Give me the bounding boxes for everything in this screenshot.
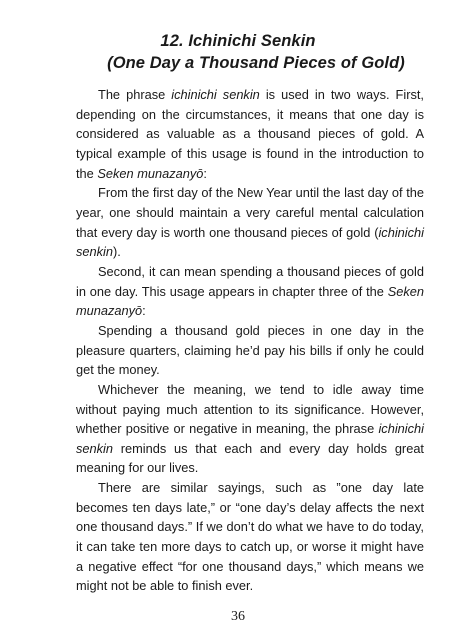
chapter-subtitle: (One Day a Thousand Pieces of Gold) bbox=[107, 54, 405, 72]
term-ichinichi-senkin: ichinichi senkin bbox=[76, 224, 424, 260]
paragraph-1-text-c: : bbox=[203, 165, 207, 181]
book-title-seken-munazanyo: Seken munazanyō bbox=[97, 165, 204, 181]
paragraph-2 bbox=[76, 262, 424, 321]
paragraph-3 bbox=[76, 380, 424, 478]
quote-1 bbox=[76, 183, 424, 262]
term-ichinichi-senkin: ichinichi senkin bbox=[171, 87, 260, 102]
term-ichinichi-senkin: ichinichi senkin bbox=[76, 421, 424, 456]
paragraph-3-text-b: reminds us that each and every day holds great meaning for our lives. bbox=[76, 440, 424, 476]
book-title-seken-munazanyo: Seken munazanyō bbox=[76, 283, 424, 319]
paragraph-2-text-b: : bbox=[142, 303, 146, 319]
paragraph-1-text-b: is used in two ways. First, depending on the circumstances, it means that one day is considered as valuable as a thousand pieces of gold. A typical example of this usage is found in the introduction to the bbox=[76, 87, 424, 181]
quote-1-text-b: ). bbox=[113, 244, 121, 260]
page-number: 36 bbox=[231, 609, 245, 624]
quote-2: Spending a thousand gold pieces in one day in the pleasure quarters, claiming he’d pay his bills if only he could get the money. bbox=[76, 322, 424, 378]
paragraph-1 bbox=[76, 85, 424, 183]
quote-1-text-a: From the first day of the New Year until the last day of the year, one should maintain a very careful mental calculation that every day is worth one thousand pieces of gold ( bbox=[76, 185, 424, 240]
body-text bbox=[76, 85, 424, 596]
chapter-heading bbox=[0, 30, 476, 74]
paragraph-3-text-a: Whichever the meaning, we tend to idle away time without paying much attention to its significance. However, whether positive or negative in meaning, the phrase bbox=[76, 381, 424, 437]
paragraph-1-text-a: The phrase bbox=[98, 87, 172, 102]
chapter-title: 12. Ichinichi Senkin bbox=[160, 32, 316, 50]
paragraph-2-text-a: Second, it can mean spending a thousand pieces of gold in one day. This usage appears in chapter three of the bbox=[76, 263, 424, 299]
paragraph-4: There are similar sayings, such as ”one day late becomes ten days late,” or “one day’s delay affects the next one thousand days.” If we don’t do what we have to do today, it can take ten more days to catch up, or worse it might have a negative effect “for one thousand days,” which means we might not be able to finish ever. bbox=[76, 480, 424, 594]
